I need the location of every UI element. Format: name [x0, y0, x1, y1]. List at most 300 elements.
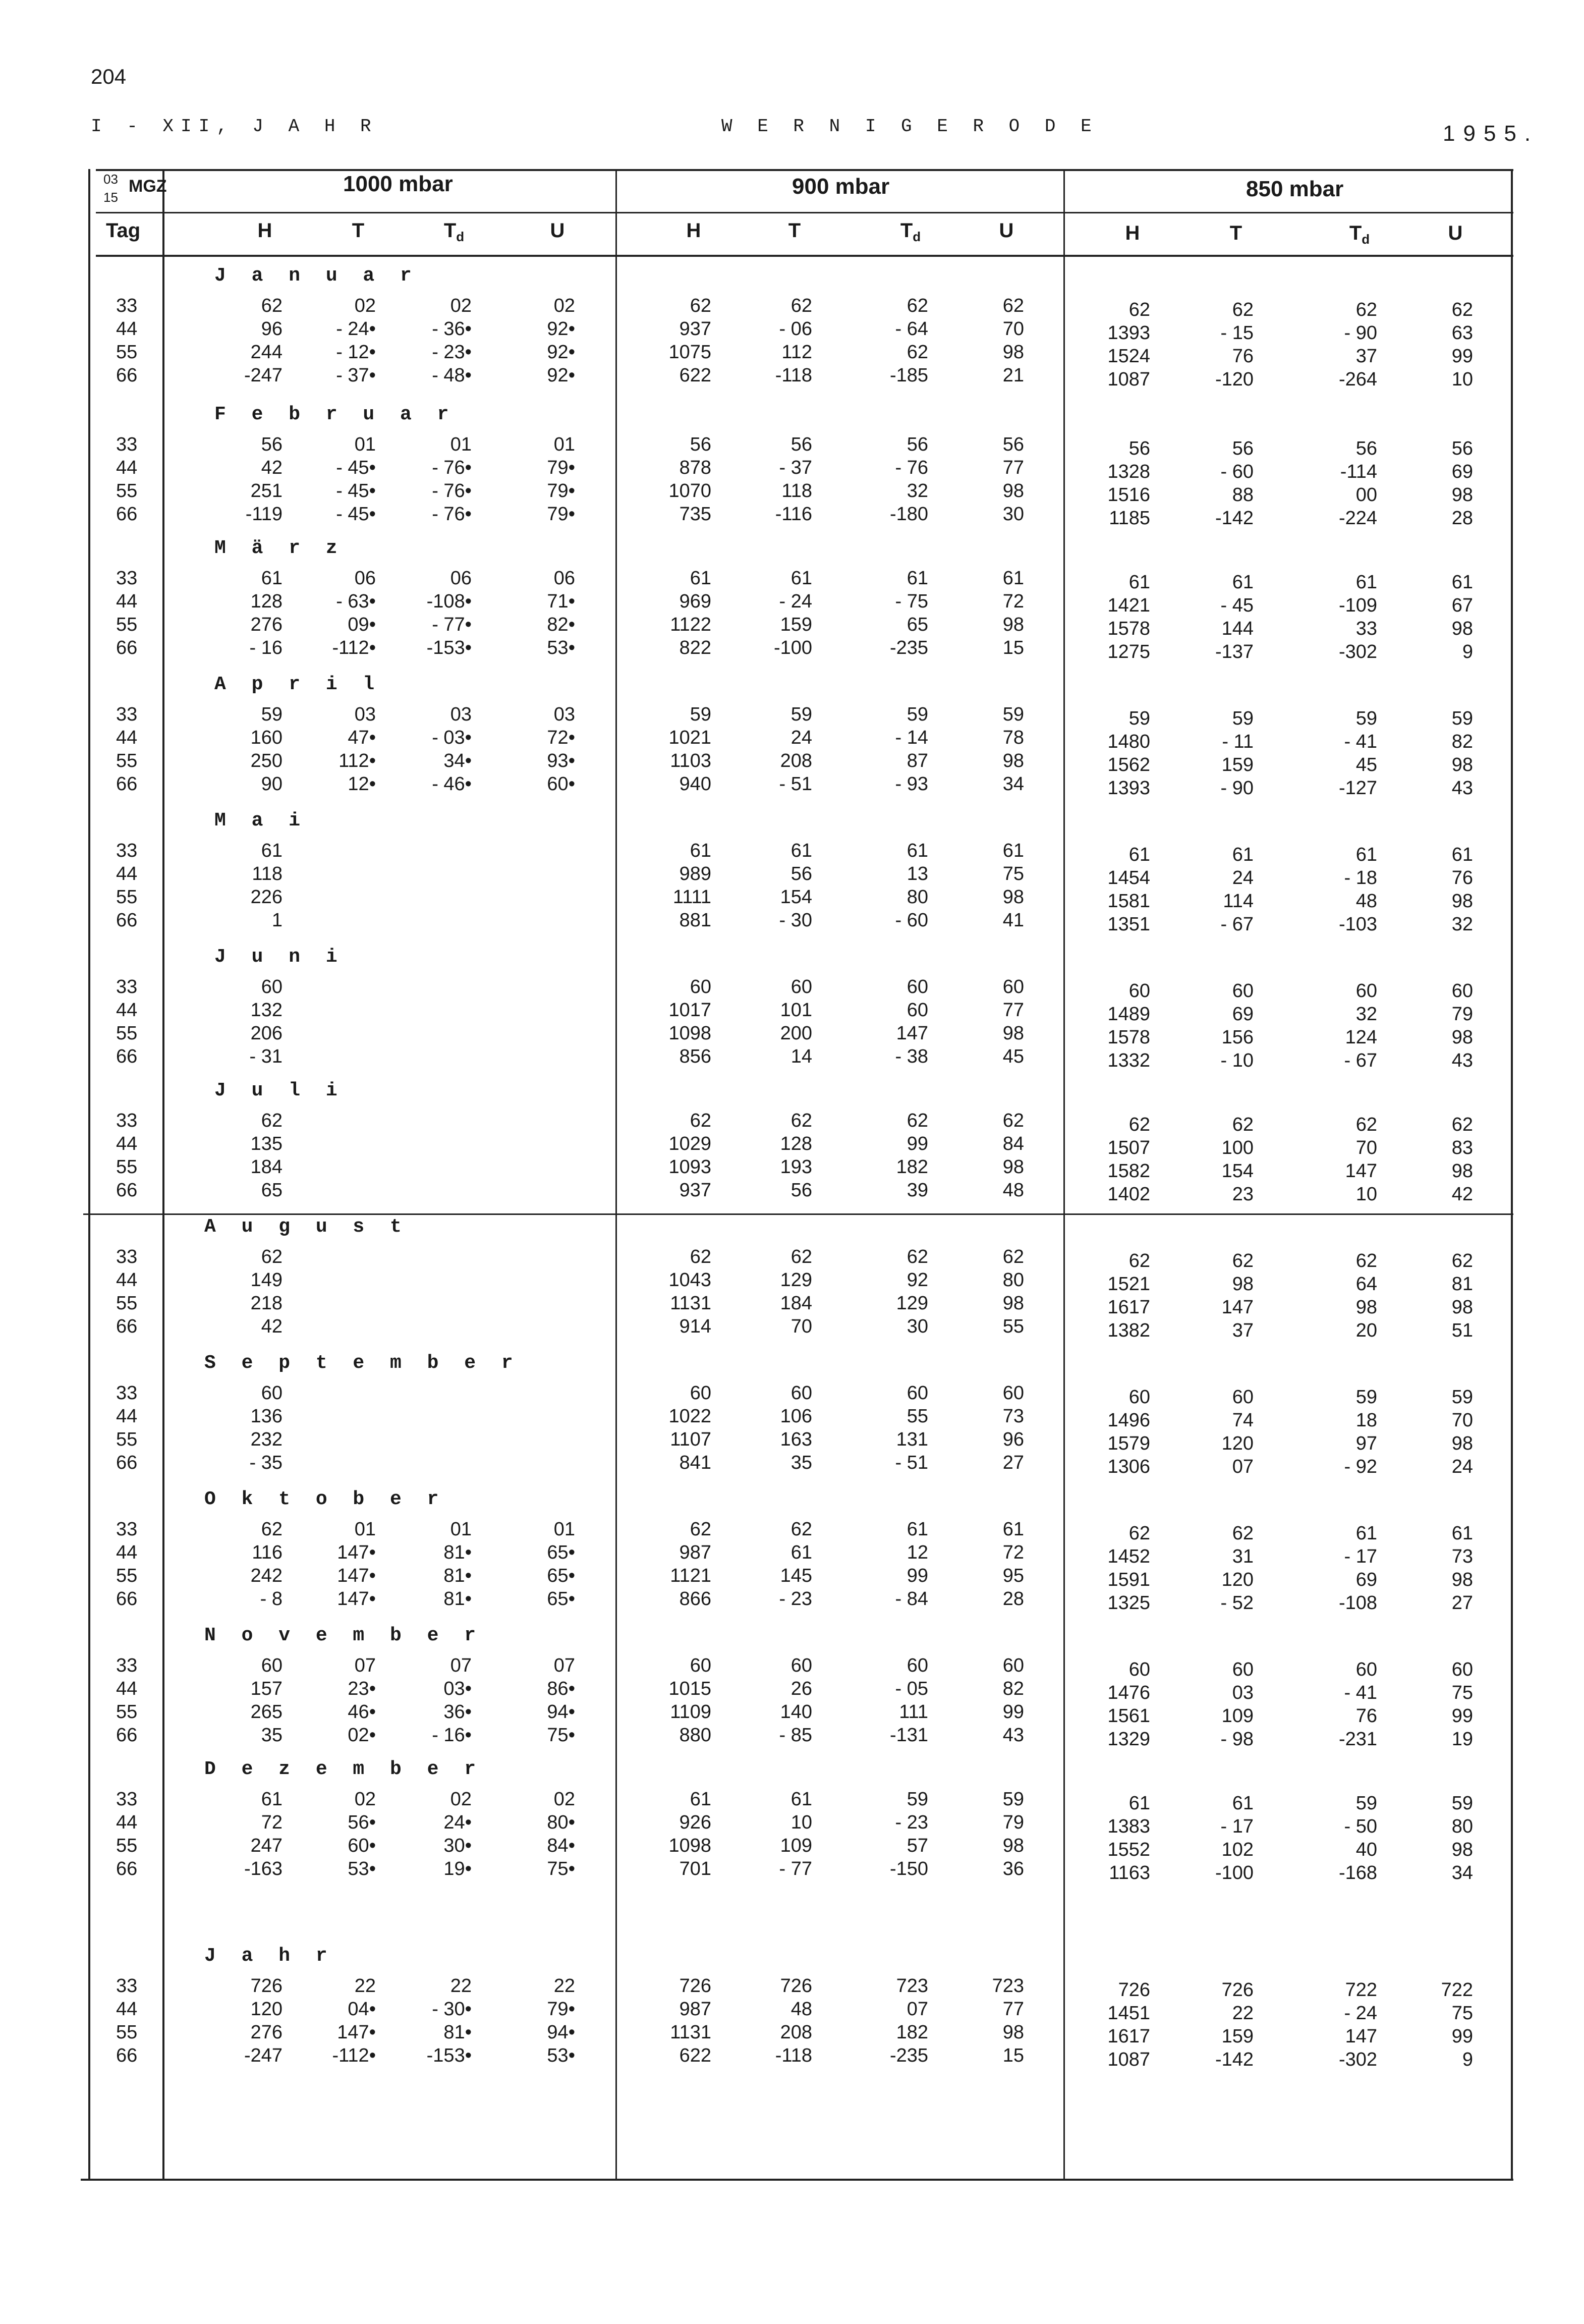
- table-cell: 726: [250, 1975, 282, 1997]
- table-cell: 34•: [443, 750, 472, 771]
- table-cell: 87: [907, 750, 928, 771]
- table-cell: 1617: [1107, 2026, 1150, 2047]
- table-cell: 60: [907, 976, 928, 998]
- table-cell: 61: [790, 1789, 812, 1810]
- table-cell: 79•: [547, 480, 575, 502]
- table-cell: 62: [1128, 299, 1150, 320]
- table-cell: 61: [1355, 1523, 1377, 1544]
- table-cell: 98: [1451, 754, 1473, 776]
- table-cell: 80: [1002, 1269, 1024, 1291]
- table-cell: 03: [354, 704, 376, 725]
- table-cell: - 90: [1344, 322, 1377, 344]
- table-cell: 62: [907, 1110, 928, 1131]
- table-cell: 53•: [547, 637, 575, 658]
- col-header-u-850: U: [1448, 222, 1463, 244]
- col-header-t-850: T: [1229, 222, 1242, 244]
- table-cell: 61: [1232, 844, 1254, 865]
- table-cell: 208: [780, 2022, 812, 2043]
- table-cell: 83: [1451, 1137, 1473, 1158]
- table-cell: 10: [790, 1812, 812, 1833]
- table-cell: 80: [1451, 1816, 1473, 1837]
- table-cell: - 76: [895, 457, 928, 478]
- table-cell: 99: [1451, 346, 1473, 367]
- table-cell: 701: [679, 1858, 711, 1879]
- table-cell: 969: [679, 591, 711, 612]
- table-cell: 75: [1002, 863, 1024, 884]
- table-cell: 62: [1002, 295, 1024, 316]
- table-cell: 109: [1221, 1705, 1254, 1727]
- table-cell: - 37•: [336, 365, 376, 386]
- table-cell: 1552: [1107, 1839, 1150, 1860]
- table-cell: - 48•: [432, 365, 472, 386]
- tag-cell: 55: [116, 1835, 138, 1856]
- table-cell: 95: [1002, 1565, 1024, 1586]
- tag-cell: 33: [116, 568, 138, 589]
- table-cell: 1402: [1107, 1184, 1150, 1205]
- table-cell: 23: [1232, 1184, 1254, 1205]
- table-cell: - 37: [779, 457, 812, 478]
- table-cell: 147•: [337, 1542, 376, 1563]
- tag-cell: 44: [116, 1812, 138, 1833]
- table-cell: 03: [1232, 1682, 1254, 1703]
- table-cell: 60•: [547, 773, 575, 795]
- tag-cell: 55: [116, 1023, 138, 1044]
- table-cell: 1332: [1107, 1050, 1150, 1071]
- table-cell: 27: [1002, 1452, 1024, 1473]
- table-cell: 61: [1128, 572, 1150, 593]
- table-cell: 18: [1355, 1410, 1377, 1431]
- table-cell: -112•: [332, 2045, 376, 2066]
- table-cell: 81•: [443, 1588, 472, 1610]
- table-cell: 24•: [443, 1812, 472, 1833]
- table-cell: 56: [1128, 438, 1150, 459]
- table-cell: 1275: [1107, 641, 1150, 662]
- table-cell: 1562: [1107, 754, 1150, 776]
- tag-cell: 55: [116, 887, 138, 908]
- table-cell: 59: [1128, 708, 1150, 729]
- tag-cell: 44: [116, 1678, 138, 1699]
- table-cell: 60: [690, 976, 711, 998]
- table-cell: 1043: [668, 1269, 711, 1291]
- table-cell: 75: [1451, 1682, 1473, 1703]
- table-cell: 82: [1002, 1678, 1024, 1699]
- tag-cell: 55: [116, 2022, 138, 2043]
- table-cell: 72: [261, 1812, 282, 1833]
- table-cell: 45: [1355, 754, 1377, 776]
- tag-cell: 44: [116, 457, 138, 478]
- table-cell: 73: [1002, 1406, 1024, 1427]
- table-cell: 62: [1128, 1523, 1150, 1544]
- tag-cell: 55: [116, 1701, 138, 1723]
- table-cell: - 45•: [336, 480, 376, 502]
- table-cell: 723: [992, 1975, 1024, 1997]
- table-cell: 56: [1355, 438, 1377, 459]
- tag-cell: 66: [116, 1858, 138, 1879]
- table-cell: -264: [1338, 369, 1377, 390]
- table-cell: - 16•: [432, 1725, 472, 1746]
- table-cell: 276: [250, 614, 282, 635]
- table-cell: 1581: [1107, 891, 1150, 912]
- table-cell: 1617: [1107, 1297, 1150, 1318]
- table-cell: 22: [354, 1975, 376, 1997]
- tag-cell: 44: [116, 1999, 138, 2020]
- table-cell: 88: [1232, 484, 1254, 506]
- table-cell: 1185: [1109, 508, 1150, 529]
- table-cell: 154: [1221, 1160, 1254, 1182]
- table-cell: - 51: [895, 1452, 928, 1473]
- table-cell: 1098: [668, 1835, 711, 1856]
- tag-cell: 44: [116, 318, 138, 340]
- table-cell: 80•: [547, 1812, 575, 1833]
- table-cell: 154: [780, 887, 812, 908]
- table-cell: 07: [354, 1655, 376, 1676]
- table-cell: 98: [1451, 1569, 1473, 1590]
- table-cell: 61: [690, 1789, 711, 1810]
- group-divider-900: [615, 169, 617, 2181]
- table-cell: 69: [1355, 1569, 1377, 1590]
- table-cell: 19•: [443, 1858, 472, 1879]
- table-cell: 65: [261, 1180, 282, 1201]
- table-cell: 62: [1232, 1523, 1254, 1544]
- table-cell: 124: [1345, 1027, 1377, 1048]
- table-cell: 01: [354, 1519, 376, 1540]
- table-cell: - 67: [1344, 1050, 1377, 1071]
- table-cell: 13: [907, 863, 928, 884]
- table-cell: 1524: [1107, 346, 1150, 367]
- table-cell: 32: [907, 480, 928, 502]
- table-cell: 62: [1355, 299, 1377, 320]
- table-cell: 55: [1002, 1316, 1024, 1337]
- table-cell: -142: [1215, 2049, 1254, 2070]
- table-cell: 144: [1221, 618, 1254, 639]
- table-cell: 77: [1002, 1000, 1024, 1021]
- table-cell: 84•: [547, 1835, 575, 1856]
- table-cell: 03: [553, 704, 575, 725]
- table-cell: 59: [1451, 708, 1473, 729]
- table-cell: -168: [1338, 1862, 1377, 1884]
- table-cell: 93•: [547, 750, 575, 771]
- table-cell: 37: [1355, 346, 1377, 367]
- table-cell: -302: [1338, 641, 1377, 662]
- table-cell: 82: [1451, 731, 1473, 752]
- col-header-td-1000: $T_d$: [443, 219, 465, 244]
- table-cell: - 60: [895, 910, 928, 931]
- table-cell: 1351: [1107, 914, 1150, 935]
- tag-cell: 33: [116, 1382, 138, 1404]
- table-cell: 43: [1451, 778, 1473, 799]
- table-cell: 60: [261, 1655, 282, 1676]
- table-cell: - 17: [1220, 1816, 1254, 1837]
- table-cell: 881: [679, 910, 711, 931]
- table-cell: 98: [1451, 484, 1473, 506]
- table-cell: 1325: [1107, 1592, 1150, 1614]
- table-cell: 60•: [348, 1835, 376, 1856]
- table-cell: 62: [690, 1246, 711, 1267]
- table-cell: 35: [261, 1725, 282, 1746]
- col-header-h-900: H: [686, 219, 701, 242]
- corner-top-label: 03: [103, 172, 118, 187]
- table-cell: 62: [1451, 1114, 1473, 1135]
- table-cell: - 45: [1220, 595, 1254, 616]
- table-cell: - 38: [895, 1046, 928, 1067]
- table-cell: - 51: [779, 773, 812, 795]
- table-cell: 60: [907, 1000, 928, 1021]
- table-cell: 98: [1002, 614, 1024, 635]
- table-cell: 61: [907, 840, 928, 861]
- table-cell: 92•: [547, 342, 575, 363]
- tag-cell: 66: [116, 1588, 138, 1610]
- table-cell: 77: [1002, 457, 1024, 478]
- tag-cell: 55: [116, 342, 138, 363]
- table-cell: 1582: [1107, 1160, 1150, 1182]
- table-top-border: [96, 169, 1513, 171]
- table-cell: 111: [899, 1701, 928, 1723]
- table-cell: 10: [1451, 369, 1473, 390]
- tag-cell: 33: [116, 1975, 138, 1997]
- table-cell: 1561: [1107, 1705, 1150, 1727]
- table-cell: - 10: [1220, 1050, 1254, 1071]
- table-cell: 65•: [547, 1588, 575, 1610]
- tag-cell: 44: [116, 1269, 138, 1291]
- table-cell: 97: [1355, 1433, 1377, 1454]
- tag-cell: 44: [116, 1000, 138, 1021]
- table-cell: 129: [780, 1269, 812, 1291]
- tag-column-divider: [162, 169, 164, 2181]
- table-cell: 61: [907, 1519, 928, 1540]
- table-cell: 723: [896, 1975, 928, 1997]
- table-mid-divider: [83, 1213, 1513, 1215]
- table-cell: -185: [889, 365, 928, 386]
- table-cell: 34: [1451, 1862, 1473, 1884]
- table-cell: 56: [1002, 434, 1024, 455]
- table-cell: 07: [553, 1655, 575, 1676]
- table-cell: 62: [1451, 1250, 1473, 1271]
- table-cell: 22: [553, 1975, 575, 1997]
- table-cell: -118: [775, 365, 812, 386]
- table-cell: 1103: [670, 750, 711, 771]
- table-header-divider: [96, 212, 1513, 213]
- table-cell: 1098: [668, 1023, 711, 1044]
- table-cell: 722: [1345, 1979, 1377, 2001]
- table-cell: 98: [1232, 1274, 1254, 1295]
- month-label: S e p t e m b e r: [204, 1352, 520, 1374]
- table-cell: 20: [1355, 1320, 1377, 1341]
- table-cell: - 06: [779, 318, 812, 340]
- table-cell: 24: [1451, 1456, 1473, 1477]
- table-cell: 36•: [443, 1701, 472, 1723]
- table-cell: 9: [1462, 641, 1473, 662]
- table-cell: 59: [1002, 704, 1024, 725]
- table-cell: 02: [450, 1789, 472, 1810]
- table-cell: 1382: [1107, 1320, 1150, 1341]
- table-cell: 159: [1221, 2026, 1254, 2047]
- tag-cell: 33: [116, 1246, 138, 1267]
- tag-cell: 66: [116, 1180, 138, 1201]
- table-cell: 722: [1441, 1979, 1473, 2001]
- table-cell: - 75: [895, 591, 928, 612]
- table-cell: 79: [1451, 1004, 1473, 1025]
- table-cell: 157: [250, 1678, 282, 1699]
- table-cell: 02•: [348, 1725, 376, 1746]
- table-cell: 86•: [547, 1678, 575, 1699]
- table-cell: 265: [250, 1701, 282, 1723]
- table-cell: 129: [896, 1293, 928, 1314]
- table-cell: 60: [1232, 1659, 1254, 1680]
- table-cell: 112: [781, 342, 812, 363]
- table-cell: 735: [679, 504, 711, 525]
- table-cell: 78: [1002, 727, 1024, 748]
- table-cell: 55: [907, 1406, 928, 1427]
- table-cell: 1: [271, 910, 282, 931]
- table-cell: -180: [889, 504, 928, 525]
- table-cell: 61: [790, 568, 812, 589]
- table-cell: 09•: [348, 614, 376, 635]
- table-cell: 62: [1128, 1114, 1150, 1135]
- table-cell: 62: [690, 295, 711, 316]
- table-cell: 989: [679, 863, 711, 884]
- table-cell: 247: [250, 1835, 282, 1856]
- table-cell: 59: [261, 704, 282, 725]
- tag-cell: 44: [116, 1542, 138, 1563]
- table-cell: 62: [261, 295, 282, 316]
- col-header-td-900: $T_d$: [900, 219, 921, 244]
- table-cell: 69: [1232, 1004, 1254, 1025]
- table-cell: 60: [1355, 980, 1377, 1002]
- table-cell: 1131: [670, 2022, 711, 2043]
- table-cell: 65: [907, 614, 928, 635]
- table-cell: 1021: [668, 727, 711, 748]
- table-cell: 70: [1002, 318, 1024, 340]
- table-cell: 96: [261, 318, 282, 340]
- table-cell: 147•: [337, 2022, 376, 2043]
- table-cell: 59: [790, 704, 812, 725]
- table-cell: 120: [1221, 1569, 1254, 1590]
- table-cell: 75•: [547, 1858, 575, 1879]
- table-cell: 72: [1002, 1542, 1024, 1563]
- table-cell: 59: [1002, 1789, 1024, 1810]
- table-cell: 98: [1451, 1160, 1473, 1182]
- table-cell: 1163: [1109, 1862, 1150, 1884]
- group-header-1000: 1000 mbar: [343, 172, 453, 196]
- table-cell: 28: [1002, 1588, 1024, 1610]
- month-label: J a h r: [204, 1945, 334, 1967]
- table-cell: 59: [1355, 1387, 1377, 1408]
- table-cell: 62: [690, 1519, 711, 1540]
- table-cell: 42: [1451, 1184, 1473, 1205]
- table-cell: 62: [1002, 1110, 1024, 1131]
- table-cell: 01: [450, 1519, 472, 1540]
- table-cell: 1107: [670, 1429, 711, 1450]
- table-cell: 60: [907, 1655, 928, 1676]
- table-cell: 02: [354, 295, 376, 316]
- table-cell: 62: [261, 1110, 282, 1131]
- table-cell: 48: [1002, 1180, 1024, 1201]
- table-cell: - 45•: [336, 457, 376, 478]
- table-cell: 182: [896, 2022, 928, 2043]
- table-cell: -108•: [426, 591, 472, 612]
- month-label: A p r i l: [214, 674, 382, 695]
- table-cell: 880: [679, 1725, 711, 1746]
- col-header-u-900: U: [999, 219, 1014, 242]
- table-cell: 98: [1002, 750, 1024, 771]
- table-cell: - 63•: [336, 591, 376, 612]
- table-cell: 193: [780, 1156, 812, 1178]
- table-cell: - 23: [895, 1812, 928, 1833]
- table-cell: 01: [553, 434, 575, 455]
- table-cell: 72: [1002, 591, 1024, 612]
- table-cell: 1393: [1107, 322, 1150, 344]
- table-bottom-border: [81, 2179, 1513, 2181]
- table-cell: 56: [907, 434, 928, 455]
- table-cell: 1029: [668, 1133, 711, 1154]
- table-cell: 90: [261, 773, 282, 795]
- table-cell: 147: [896, 1023, 928, 1044]
- table-cell: 48: [790, 1999, 812, 2020]
- tag-cell: 66: [116, 1316, 138, 1337]
- month-label: J u l i: [214, 1080, 345, 1101]
- table-cell: - 84: [895, 1588, 928, 1610]
- table-cell: 62: [907, 295, 928, 316]
- table-cell: 147: [1345, 2026, 1377, 2047]
- table-cell: 47•: [348, 727, 376, 748]
- table-cell: 21: [1002, 365, 1024, 386]
- table-cell: 62: [1451, 299, 1473, 320]
- table-cell: 99: [1451, 1705, 1473, 1727]
- table-cell: 622: [679, 2045, 711, 2066]
- table-cell: 26: [790, 1678, 812, 1699]
- table-cell: 109: [780, 1835, 812, 1856]
- table-cell: 70: [1451, 1410, 1473, 1431]
- table-cell: 987: [679, 1999, 711, 2020]
- table-cell: 03: [450, 704, 472, 725]
- table-cell: 56: [261, 434, 282, 455]
- table-cell: 226: [250, 887, 282, 908]
- table-cell: 98: [1002, 1835, 1024, 1856]
- table-cell: 96: [1002, 1429, 1024, 1450]
- table-cell: 62: [1232, 1250, 1254, 1271]
- tag-cell: 66: [116, 637, 138, 658]
- table-right-border: [1511, 169, 1513, 2181]
- table-cell: 1328: [1107, 461, 1150, 482]
- tag-cell: 55: [116, 1156, 138, 1178]
- table-cell: 1015: [668, 1678, 711, 1699]
- table-cell: 02: [354, 1789, 376, 1810]
- table-cell: 1489: [1107, 1004, 1150, 1025]
- table-cell: 62: [790, 1519, 812, 1540]
- table-cell: 1578: [1107, 1027, 1150, 1048]
- table-cell: 94•: [547, 2022, 575, 2043]
- table-cell: 06: [354, 568, 376, 589]
- table-cell: 60: [261, 1382, 282, 1404]
- table-cell: 98: [1451, 1433, 1473, 1454]
- tag-cell: 66: [116, 2045, 138, 2066]
- table-cell: 1496: [1107, 1410, 1150, 1431]
- table-cell: 106: [780, 1406, 812, 1427]
- table-cell: - 12•: [336, 342, 376, 363]
- table-cell: - 16: [249, 637, 282, 658]
- table-cell: 1075: [668, 342, 711, 363]
- table-cell: -103: [1338, 914, 1377, 935]
- table-cell: 114: [1223, 891, 1254, 912]
- table-cell: 04•: [348, 1999, 376, 2020]
- table-cell: 12: [907, 1542, 928, 1563]
- table-cell: 99: [907, 1565, 928, 1586]
- header-station: W E R N I G E R O D E: [721, 116, 1099, 137]
- table-cell: 159: [780, 614, 812, 635]
- table-cell: 62: [261, 1519, 282, 1540]
- table-cell: -150: [889, 1858, 928, 1879]
- table-cell: 59: [1451, 1793, 1473, 1814]
